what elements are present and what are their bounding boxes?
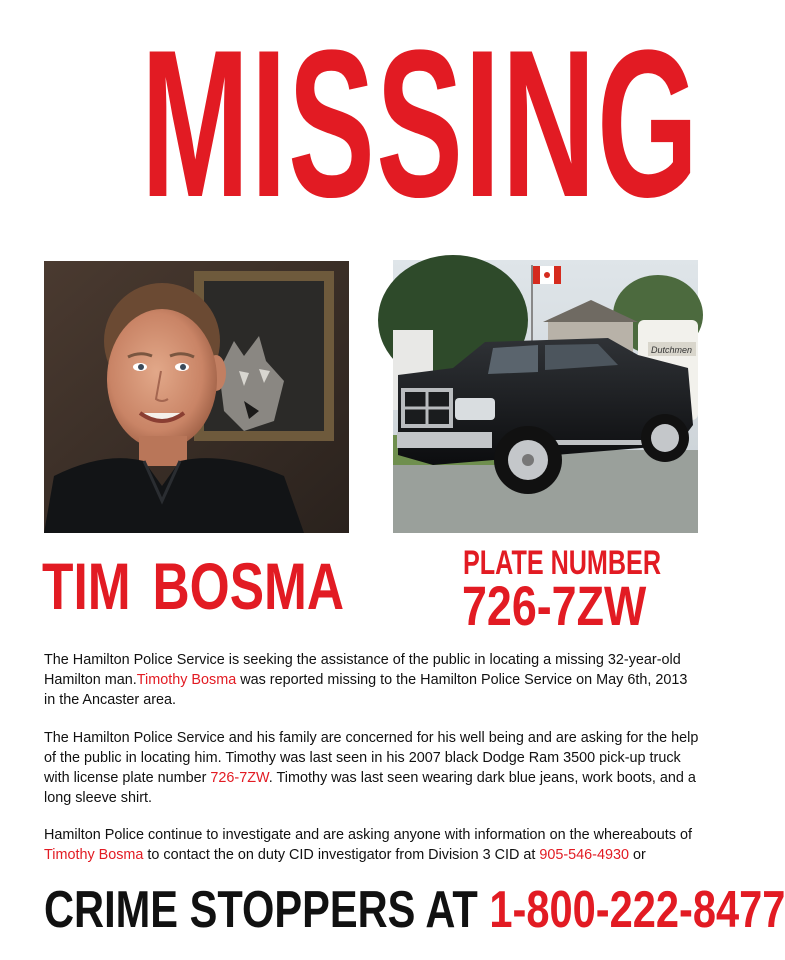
- paragraph-missing-report: [44, 650, 702, 710]
- missing-person-name: [42, 548, 344, 624]
- paragraph-last-seen: [44, 728, 702, 808]
- paragraph3-text-a: Hamilton Police continue to investigate and are asking anyone with information on the whereabouts of: [44, 827, 692, 843]
- cid-phone-number: 905-546-4930: [539, 847, 629, 863]
- first-name: TIM: [42, 549, 131, 623]
- crime-stoppers-label: CRIME STOPPERS AT: [44, 881, 478, 939]
- missing-person-photo: [44, 261, 349, 533]
- crime-stoppers-phone: 1-800-222-8477: [489, 881, 785, 939]
- paragraph3-text-b: to contact the on duty CID investigator from Division 3 CID at: [143, 847, 540, 863]
- plate-number-label: PLATE NUMBER: [463, 544, 662, 582]
- plate-number-value: 726-7ZW: [462, 574, 647, 637]
- paragraph3-name-highlight: Timothy Bosma: [44, 847, 144, 863]
- paragraph1-name-highlight: Timothy Bosma: [136, 672, 237, 688]
- trailer-brand-text: Dutchmen: [651, 345, 693, 355]
- last-name: BOSMA: [152, 549, 345, 623]
- poster-title: MISSING: [140, 6, 700, 241]
- paragraph2-text-b: . Timothy was last seen wearing dark blue jeans, work boots, and a long sleeve shirt.: [44, 770, 696, 806]
- person-photo-illustration: [44, 261, 349, 533]
- paragraph2-text-a: The Hamilton Police Service and his family are concerned for his well being and are asking for the help of the public in locating him. Timothy was last seen in his 2007 black Dodge Ram 3500 pick-up truck with license plate number: [44, 730, 699, 786]
- truck-photo-illustration: [393, 260, 698, 533]
- crime-stoppers-callout: [44, 880, 785, 940]
- paragraph1-text-a: The Hamilton Police Service is seeking the assistance of the public in locating a missing 32-year-old Hamilton man.: [44, 652, 681, 688]
- paragraph-contact: [44, 825, 702, 865]
- vehicle-photo: [393, 260, 698, 533]
- paragraph2-plate-highlight: 726-7ZW: [210, 770, 269, 786]
- paragraph3-text-c: or: [628, 847, 646, 863]
- paragraph1-text-b: was reported missing to the Hamilton Police Service on May 6th, 2013 in the Ancaster area.: [44, 672, 688, 708]
